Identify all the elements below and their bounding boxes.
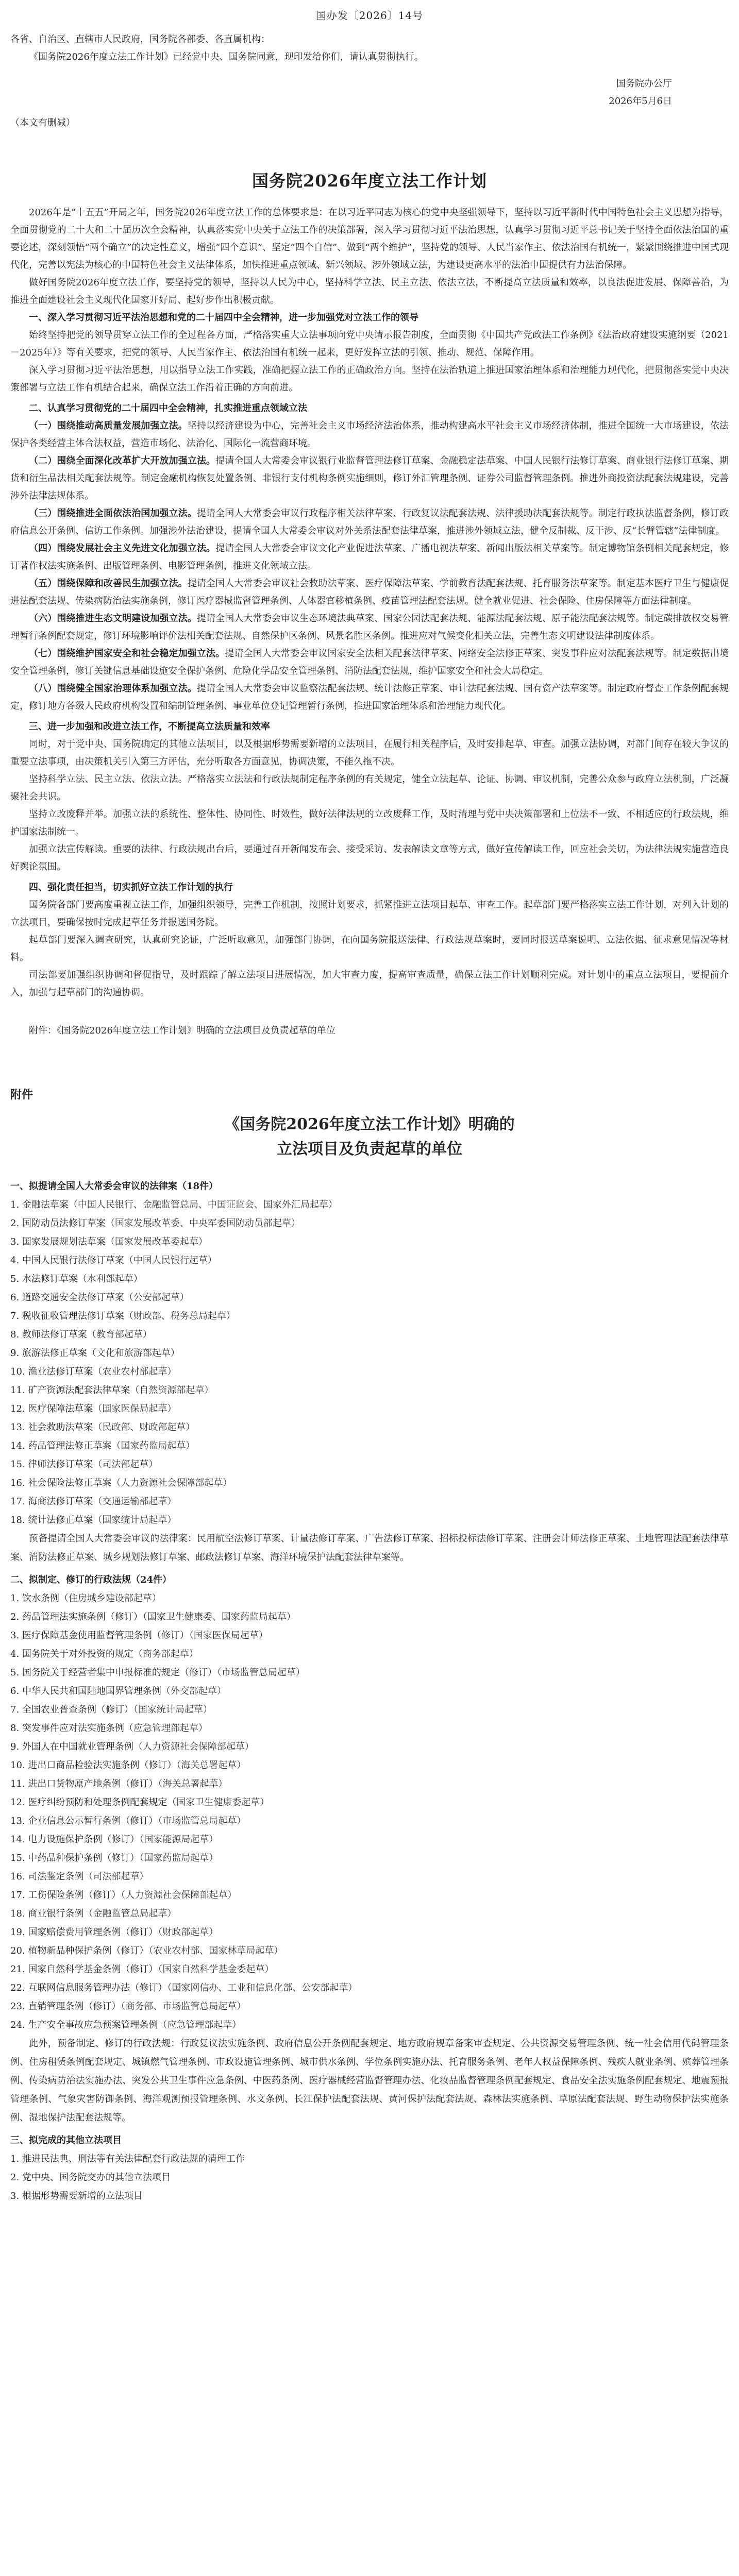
annex-item-drafting-unit: （国家能源局起草） — [139, 1834, 219, 1845]
annex-item-drafting-unit: （国家医保局起草） — [93, 1403, 177, 1414]
annex-group-note: 此外，预备制定、修订的行政法规：行政复议法实施条例、政府信息公开条例配套规定、地方政府规章备案审查规定、公共资源交易管理条例、统一社会信用代码管理条例、住房租赁条例配套规定、城镇燃气管理条例、市政设施管理条例、城市供水条例、学位条例实施办法、托育服务条例、老年人权益保障条例、残疾人就业条例、殡葬管理条例、传染病防治法实施办法、突发公共卫生事件应急条例、中医药条例、医疗器械经营监督管理办法、化妆品监督管理条例配套规定、食品安全法实施条例配套规定、地震预报管理条例、气象灾害防御条例、海洋观测预报管理条例、水文条例、长江保护法配套法规、黄河保护法配套法规、森林法实施条例、草原法配套法规、野生动物保护法实施条例、湿地保护法配套法规等。 — [10, 2038, 729, 2123]
subsection-text: 提请全国人大常委会审议银行业监督管理法修订草案、金融稳定法草案、中国人民银行法修订草案、商业银行法修订草案、期货和衍生品法相关配套法规等。制定金融机构恢复处置条例、非银行支付机构条例实施细则，修订外汇管理条例、证券公司监督管理条例。推进外商投资法配套法规建设，完善涉外法律法规体系。 — [10, 455, 729, 501]
annex-item-drafting-unit: （中国人民银行、金融监管总局、中国证监会、国家外汇局起草） — [68, 1199, 338, 1210]
plan-section-2 — [10, 400, 729, 715]
annex-list-item — [10, 1886, 729, 1905]
annex-item-drafting-unit: （市场监管总局起草） — [158, 1816, 246, 1826]
annex-item-drafting-unit: （财政部起草） — [158, 1927, 219, 1938]
subsection-paragraph — [10, 575, 729, 610]
annex-list-item — [10, 1363, 729, 1381]
subsection-heading: （五）围绕保障和改善民生加强立法。 — [29, 578, 188, 589]
section-heading: 一、深入学习贯彻习近平法治思想和党的二十届四中全会精神，进一步加强党对立法工作的领导 — [29, 312, 418, 323]
opening-paragraph: 2026年是“十五五”开局之年，国务院2026年度立法工作的总体要求是：在以习近平同志为核心的党中央坚强领导下，坚持以习近平新时代中国特色社会主义思想为指导，全面贯彻党的二十大和二十届历次全会精神，认真落实党中央关于立法工作的决策部署，深入学习贯彻习近平法治思想，认真学习贯彻习近平总书记关于坚持全面依法治国的重要论述，深刻领悟“两个确立”的决定性意义，增强“四个意识”、坚定“四个自信”、做到“两个维护”，坚持党的领导、人民当家作主、依法治国有机统一，紧紧围绕推进中国式现代化，完善以宪法为核心的中国特色社会主义法律体系，加快推进重点领域、新兴领域、涉外领域立法，为建设更高水平的法治中国提供有力法治保障。 — [10, 207, 729, 270]
plan-section-3 — [10, 718, 729, 876]
annex-item-drafting-unit: （文化和旅游部起草） — [87, 1348, 180, 1359]
annex-item-name: 14. 电力设施保护条例（修订） — [10, 1834, 140, 1845]
section-paragraph: 同时，对于党中央、国务院确定的其他立法项目，以及根据形势需要新增的立法项目，在履行相关程序后，及时安排起草、审查。加强立法协调，对部门间存在较大争议的重要立法事项，由决策机关引入第三方评估，充分听取各方面意见，协调决策，不能久拖不决。 — [10, 739, 729, 767]
annex-item-drafting-unit: （人力资源社会保障部起草） — [121, 1890, 237, 1901]
annex-item-drafting-unit: （财政部、税务总局起草） — [124, 1311, 236, 1321]
annex-item-name: 5. 国务院关于经营者集中申报标准的规定（修订） — [10, 1667, 217, 1678]
annex-item-name: 7. 全国农业普查条例（修订） — [10, 1704, 133, 1715]
annex-item-name: 2. 党中央、国务院交办的其他立法项目 — [10, 2172, 171, 2183]
annex-item-drafting-unit: （国家卫生健康委、国家药监局起草） — [142, 1612, 296, 1622]
annex-item-name: 13. 企业信息公示暂行条例（修订） — [10, 1816, 158, 1826]
annex-item-drafting-unit: （海关总署起草） — [158, 1778, 228, 1789]
subsection-heading: （七）围绕维护国家安全和社会稳定加强立法。 — [29, 648, 225, 659]
section-paragraph: 国务院各部门要高度重视立法工作，加强组织领导，完善工作机制，按照计划要求，抓紧推进立法项目起草、审查工作。起草部门要严格落实立法工作计划，对列入计划的立法项目，要确保按时完成起草任务并报送国务院。 — [10, 900, 729, 928]
notice-intro: 《国务院2026年度立法工作计划》已经党中央、国务院同意，现印发给你们，请认真贯彻执行。 — [29, 52, 424, 62]
annex-label: 附件 — [10, 1088, 33, 1101]
annex-item-name: 1. 推进民法典、刑法等有关法律配套行政法规的清理工作 — [10, 2154, 245, 2164]
annex-item-drafting-unit: （农业农村部起草） — [93, 1366, 177, 1377]
annex-item-name: 22. 互联网信息服务管理办法（修订） — [10, 1982, 167, 1993]
annex-item-name: 23. 直销管理条例（修订） — [10, 2001, 121, 2012]
subsection-paragraph — [10, 540, 729, 575]
annex-list-item — [10, 1868, 729, 1886]
plan-section-4 — [10, 879, 729, 1002]
signoff-date: 2026年5月6日 — [609, 96, 672, 107]
subsection-heading: （二）围绕全面深化改革扩大开放加强立法。 — [29, 455, 216, 466]
annex-item-drafting-unit: （海关总署起草） — [176, 1760, 246, 1771]
subsection-paragraph — [10, 645, 729, 680]
subsection-heading: （一）围绕推动高质量发展加强立法。 — [29, 420, 188, 431]
annex-item-name: 1. 金融法草案 — [10, 1199, 69, 1210]
document-number: 国办发〔2026〕14号 — [315, 9, 424, 22]
annex-item-drafting-unit: （国家发展改革委、中央军委国防动员部起草） — [105, 1218, 300, 1229]
annex-item-drafting-unit: （商务部、市场监管总局起草） — [121, 2001, 246, 2012]
section-paragraph: 加强立法宣传解读。重要的法律、行政法规出台后，要通过召开新闻发布会、接受采访、发表解读文章等方式，做好宣传解读工作，回应社会关切，为法律法规实施营造良好舆论氛围。 — [10, 844, 729, 872]
annex-list-item — [10, 1307, 729, 1326]
annex-list-item — [10, 1905, 729, 1923]
annex-item-drafting-unit: （应急管理部起草） — [158, 2020, 242, 2030]
annex-item-name: 17. 工伤保险条例（修订） — [10, 1890, 121, 1901]
annex-list-item — [10, 1381, 729, 1400]
attachment-note: 附件：《国务院2026年度立法工作计划》明确的立法项目及负责起草的单位 — [29, 1025, 335, 1036]
annex-list-item — [10, 1511, 729, 1530]
annex-item-drafting-unit: （国家药监局起草） — [111, 1440, 195, 1451]
abridged-note: （本文有删减） — [10, 117, 75, 128]
section-paragraph: 起草部门要深入调查研究，认真研究论证，广泛听取意见，加强部门协调，在向国务院报送法律、行政法规草案时，要同时报送草案说明、立法依据、征求意见情况等材料。 — [10, 935, 729, 963]
annex-item-drafting-unit: （教育部起草） — [87, 1329, 152, 1340]
annex-item-name: 18. 商业银行条例 — [10, 1908, 84, 1919]
section-heading: 三、进一步加强和改进立法工作，不断提高立法质量和效率 — [29, 721, 270, 732]
annex-item-name: 3. 根据形势需要新增的立法项目 — [10, 2191, 143, 2201]
plan-section-1 — [10, 309, 729, 397]
annex-item-drafting-unit: （外交部起草） — [161, 1686, 226, 1697]
annex-list-item — [10, 1418, 729, 1437]
annex-item-name: 11. 矿产资源法配套法律草案 — [10, 1385, 130, 1396]
annex-item-name: 24. 生产安全事故应急预案管理条例 — [10, 2020, 158, 2030]
annex-list-item — [10, 1923, 729, 1942]
subsection-heading: （四）围绕发展社会主义先进文化加强立法。 — [29, 543, 216, 554]
annex-item-name: 2. 国防动员法修订草案 — [10, 1218, 106, 1229]
plan-title: 国务院2026年度立法工作计划 — [251, 171, 488, 191]
annex-groups — [10, 1177, 729, 2206]
annex-item-drafting-unit: （国家发展改革委起草） — [105, 1236, 208, 1247]
annex-item-drafting-unit: （司法部起草） — [93, 1459, 158, 1470]
annex-item-drafting-unit: （民政部、财政部起草） — [93, 1422, 195, 1433]
annex-list-item — [10, 1645, 729, 1664]
annex-list-item — [10, 1775, 729, 1793]
annex-list-item — [10, 1214, 729, 1233]
annex-item-drafting-unit: （中国人民银行起草） — [124, 1255, 217, 1266]
annex-item-drafting-unit: （国家医保局起草） — [189, 1630, 268, 1641]
annex-list-item — [10, 1812, 729, 1831]
annex-item-drafting-unit: （国家网信办、工业和信息化部、公安部起草） — [167, 1982, 358, 1993]
annex-list-item — [10, 1849, 729, 1868]
annex-list-item — [10, 1437, 729, 1455]
annex-list-item — [10, 2150, 729, 2168]
subsection-text: 提请全国人大常委会审议行政程序相关法律草案、行政复议法配套法规、法律援助法配套法规等。制定行政执法监督条例，修订政府信息公开条例、信访工作条例。加强涉外法治建设，提请全国人大常委会审议对外关系法配套法律草案，推进涉外领域立法，健全反制裁、反干涉、反“长臂管辖”法律制度。 — [10, 508, 729, 536]
annex-item-drafting-unit: （人力资源社会保障部起草） — [133, 1741, 254, 1752]
annex-list-item — [10, 1474, 729, 1493]
annex-list-item — [10, 1682, 729, 1701]
annex-item-name: 14. 药品管理法修正草案 — [10, 1440, 112, 1451]
annex-list-item — [10, 1455, 729, 1474]
annex-list-item — [10, 1942, 729, 1960]
section-heading: 四、强化责任担当，切实抓好立法工作计划的执行 — [29, 882, 233, 893]
annex-title-line: 《国务院2026年度立法工作计划》明确的 — [224, 1115, 515, 1133]
annex-item-drafting-unit: （市场监管总局起草） — [216, 1667, 305, 1678]
annex-item-name: 3. 国家发展规划法草案 — [10, 1236, 106, 1247]
annex-item-drafting-unit: （人力资源社会保障部起草） — [111, 1478, 232, 1488]
annex-item-name: 16. 司法鉴定条例 — [10, 1871, 84, 1882]
annex-group-heading: 一、拟提请全国人大常委会审议的法律案（18件） — [10, 1181, 219, 1192]
subsection-heading: （八）围绕健全国家治理体系加强立法。 — [29, 683, 197, 694]
subsection-text: 提请全国人大常委会审议国家安全法相关配套法律草案、网络安全法修正草案、突发事件应对法配套法规等。制定数据出境安全管理条例，修订关键信息基础设施安全保护条例、危险化学品安全管理条例、消防法配套法规，维护国家安全和社会大局稳定。 — [10, 648, 729, 676]
subsection-paragraph — [10, 680, 729, 715]
annex-list-item — [10, 1997, 729, 2016]
subsection-paragraph — [10, 452, 729, 505]
annex-group-heading: 三、拟完成的其他立法项目 — [10, 2135, 122, 2146]
annex-item-name: 5. 水法修订草案 — [10, 1274, 78, 1284]
annex-item-name: 15. 中药品种保护条例（修订） — [10, 1853, 140, 1863]
annex-list-item — [10, 1233, 729, 1251]
subsection-text: 坚持以经济建设为中心，完善社会主义市场经济法治体系，推动构建高水平社会主义市场经济体制，推进全国统一大市场建设，依法保护各类经营主体合法权益，营造市场化、法治化、国际化一流营商环境。 — [10, 420, 729, 449]
subsection-paragraph — [10, 610, 729, 645]
annex-title-line: 立法项目及负责起草的单位 — [277, 1140, 462, 1158]
annex-list-item — [10, 2016, 729, 2035]
annex-item-drafting-unit: （国家统计局起草） — [133, 1704, 212, 1715]
annex-item-name: 12. 医疗纠纷预防和处理条例配套规定 — [10, 1797, 167, 1808]
annex-list-item — [10, 1664, 729, 1682]
annex-list-item — [10, 1756, 729, 1775]
annex-item-drafting-unit: （商务部起草） — [133, 1649, 198, 1659]
annex-list-item — [10, 2168, 729, 2187]
annex-item-name: 15. 律师法修订草案 — [10, 1459, 93, 1470]
annex-list-item — [10, 1344, 729, 1363]
subsection-paragraph — [10, 417, 729, 452]
annex-item-drafting-unit: （应急管理部起草） — [124, 1723, 208, 1734]
notice-recipients: 各省、自治区、直辖市人民政府，国务院各部委、各直属机构： — [10, 34, 270, 45]
section-paragraph: 始终坚持把党的领导贯穿立法工作的全过程各方面，严格落实重大立法事项向党中央请示报告制度，全面贯彻《中国共产党政法工作条例》《法治政府建设实施纲要（2021－2025年）》等有关要求，把党的领导、人民当家作主、依法治国有机统一起来，更好发挥立法的引领、推动、规范、保障作用。 — [10, 330, 729, 358]
annex-item-drafting-unit: （国家统计局起草） — [93, 1515, 177, 1526]
annex-item-drafting-unit: （农业农村部、国家林草局起草） — [148, 1945, 283, 1956]
annex-list-item — [10, 1626, 729, 1645]
annex-item-name: 4. 国务院关于对外投资的规定 — [10, 1649, 133, 1659]
annex-list-item — [10, 1960, 729, 1979]
annex-list-item — [10, 1608, 729, 1626]
plan-opening — [10, 204, 729, 309]
subsection-heading: （三）围绕推进全面依法治国加强立法。 — [29, 508, 197, 519]
subsection-text: 提请全国人大常委会审议社会救助法草案、医疗保障法草案、学前教育法配套法规、托育服务法草案等。制定基本医疗卫生与健康促进法配套法规、传染病防治法实施条例，修订医疗器械监督管理条例、人体器官移植条例、疫苗管理法配套法规。健全就业促进、社会保险、住房保障等方面法律制度。 — [10, 578, 729, 606]
annex-list-item — [10, 1251, 729, 1270]
section-paragraph: 司法部要加强组织协调和督促指导，及时跟踪了解立法项目进展情况，加大审查力度，提高审查质量，确保立法工作计划顺利完成。对计划中的重点立法项目，要提前介入，加强与起草部门的沟通协调。 — [10, 970, 729, 998]
subsection-text: 提请全国人大常委会审议生态环境法典草案、国家公园法配套法规、能源法配套法规、原子能法配套法规等。制定碳排放权交易管理暂行条例配套规定，修订环境影响评价法相关配套法规、自然保护区条例、风景名胜区条例。推进应对气候变化相关立法，完善生态文明建设法律制度体系。 — [10, 613, 729, 641]
annex-list-item — [10, 1701, 729, 1719]
annex-item-drafting-unit: （国家自然科学基金委起草） — [158, 1964, 274, 1975]
annex-item-name: 9. 外国人在中国就业管理条例 — [10, 1741, 133, 1752]
annex-list-item — [10, 1400, 729, 1418]
annex-item-name: 8. 突发事件应对法实施条例 — [10, 1723, 124, 1734]
annex-list-item — [10, 1326, 729, 1344]
annex-list-item — [10, 1979, 729, 1997]
annex-list-item — [10, 1589, 729, 1608]
annex-item-drafting-unit: （交通运输部起草） — [93, 1496, 177, 1507]
annex-item-drafting-unit: （自然资源部起草） — [130, 1385, 214, 1396]
annex-list-item — [10, 1831, 729, 1849]
annex-group-heading: 二、拟制定、修订的行政法规（24件） — [10, 1574, 172, 1585]
annex-list-item — [10, 1738, 729, 1756]
annex-item-name: 16. 社会保险法修正草案 — [10, 1478, 112, 1488]
opening-paragraph: 做好国务院2026年度立法工作，要坚持党的领导，坚持以人民为中心，坚持科学立法、民主立法、依法立法，不断提高立法质量和效率，以良法促进发展、保障善治，为推进全面建设社会主义现代化国家开好局、起好步作出积极贡献。 — [10, 277, 729, 306]
annex-item-drafting-unit: （水利部起草） — [77, 1274, 143, 1284]
subsection-text: 提请全国人大常委会审议文化产业促进法草案、广播电视法草案、新闻出版法相关草案等。制定博物馆条例相关配套规定，修订著作权法实施条例、出版管理条例、电影管理条例，推进文化领域立法。 — [10, 543, 729, 571]
annex-item-name: 6. 中华人民共和国陆地国界管理条例 — [10, 1686, 161, 1697]
annex-item-name: 10. 进出口商品检验法实施条例（修订） — [10, 1760, 177, 1771]
annex-item-name: 17. 海商法修订草案 — [10, 1496, 93, 1507]
annex-item-name: 6. 道路交通安全法修订草案 — [10, 1292, 124, 1303]
annex-item-name: 10. 渔业法修订草案 — [10, 1366, 93, 1377]
signoff-organization: 国务院办公厅 — [616, 78, 672, 89]
annex-item-name: 18. 统计法修正草案 — [10, 1515, 93, 1526]
annex-item-name: 12. 医疗保障法草案 — [10, 1403, 93, 1414]
annex-item-name: 20. 植物新品种保护条例（修订） — [10, 1945, 149, 1956]
annex-item-name: 9. 旅游法修正草案 — [10, 1348, 87, 1359]
annex-item-name: 1. 饮水条例 — [10, 1593, 59, 1604]
annex-item-drafting-unit: （公安部起草） — [124, 1292, 189, 1303]
subsection-paragraph — [10, 505, 729, 540]
annex-list-item — [10, 1289, 729, 1307]
annex-item-drafting-unit: （住房城乡建设部起草） — [59, 1593, 161, 1604]
annex-list-item — [10, 2187, 729, 2206]
annex-item-drafting-unit: （国家卫生健康委起草） — [167, 1797, 270, 1808]
annex-item-name: 21. 国家自然科学基金条例（修订） — [10, 1964, 158, 1975]
annex-list-item — [10, 1793, 729, 1812]
annex-item-name: 11. 进出口货物原产地条例（修订） — [10, 1778, 158, 1789]
annex-list-item — [10, 1493, 729, 1511]
annex-list-item — [10, 1719, 729, 1738]
section-heading: 二、认真学习贯彻党的二十届四中全会精神，扎实推进重点领域立法 — [29, 403, 307, 414]
section-paragraph: 坚持科学立法、民主立法、依法立法。严格落实立法法和行政法规制定程序条例的有关规定，健全立法起草、论证、协调、审议机制，完善公众参与政府立法机制，广泛凝聚社会共识。 — [10, 774, 729, 802]
section-paragraph: 深入学习贯彻习近平法治思想，用以指导立法工作实践，准确把握立法工作的正确政治方向。坚持在法治轨道上推进国家治理体系和治理能力现代化，把贯彻落实党中央决策部署与立法工作有机结合起来，确保立法工作沿着正确的方向前进。 — [10, 365, 729, 393]
annex-item-name: 2. 药品管理法实施条例（修订） — [10, 1612, 143, 1622]
annex-item-drafting-unit: （国家药监局起草） — [139, 1853, 219, 1863]
annex-item-name: 19. 国家赔偿费用管理条例（修订） — [10, 1927, 158, 1938]
annex-title — [10, 1112, 729, 1162]
annex-list-item — [10, 1270, 729, 1289]
subsection-heading: （六）围绕推进生态文明建设加强立法。 — [29, 613, 197, 624]
annex-item-name: 8. 教师法修订草案 — [10, 1329, 87, 1340]
annex-item-drafting-unit: （金融监管总局起草） — [83, 1908, 177, 1919]
annex-item-name: 4. 中国人民银行法修订草案 — [10, 1255, 124, 1266]
subsection-text: 提请全国人大常委会审议监察法配套法规、统计法修正草案、审计法配套法规、国有资产法草案等。制定政府督查工作条例配套规定，修订地方各级人民政府机构设置和编制管理条例、事业单位登记管理暂行条例，推进国家治理体系和治理能力现代化。 — [10, 683, 729, 711]
annex-item-name: 7. 税收征收管理法修订草案 — [10, 1311, 124, 1321]
annex-item-name: 3. 医疗保障基金使用监督管理条例（修订） — [10, 1630, 189, 1641]
annex-group-note: 预备提请全国人大常委会审议的法律案：民用航空法修订草案、计量法修订草案、广告法修订草案、招标投标法修订草案、注册会计师法修正草案、土地管理法配套法律草案、消防法修正草案、城乡规划法修订草案、邮政法修订草案、海洋环境保护法配套法律草案等。 — [10, 1533, 729, 1563]
section-paragraph: 坚持立改废释并举。加强立法的系统性、整体性、协同性、时效性，做好法律法规的立改废释工作，及时清理与党中央决策部署和上位法不一致、不相适应的行政法规，维护国家法制统一。 — [10, 809, 729, 837]
annex-item-name: 13. 社会救助法草案 — [10, 1422, 93, 1433]
annex-list-item — [10, 1196, 729, 1214]
annex-item-drafting-unit: （司法部起草） — [83, 1871, 149, 1882]
